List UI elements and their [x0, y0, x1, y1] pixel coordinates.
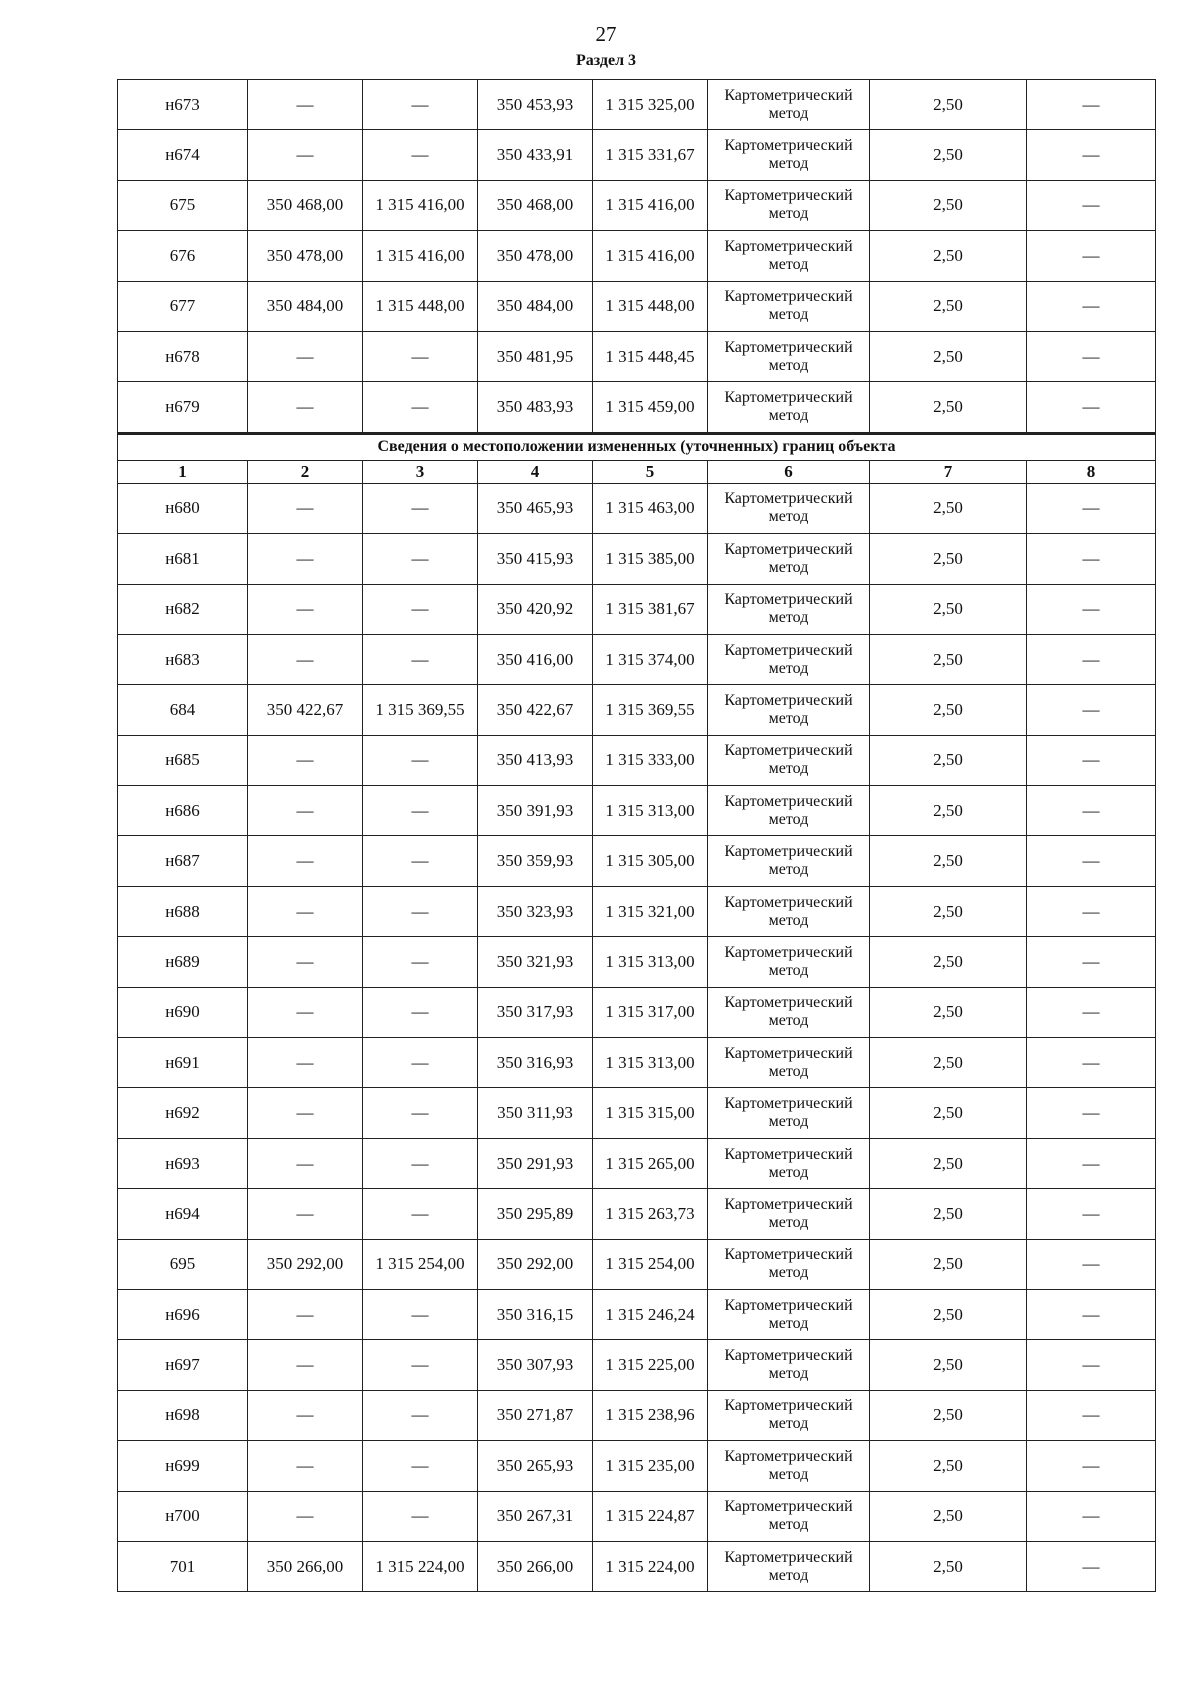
cell-point-number: н683: [118, 634, 248, 684]
cell-old-x: —: [248, 80, 363, 130]
cell-point-number: н685: [118, 735, 248, 785]
cell-point-number: 676: [118, 231, 248, 281]
cell-new-y: 1 315 416,00: [593, 180, 708, 230]
cell-old-x: 350 484,00: [248, 281, 363, 331]
cell-old-y: —: [363, 1289, 478, 1339]
cell-point-number: н698: [118, 1390, 248, 1440]
cell-old-x: —: [248, 130, 363, 180]
cell-accuracy: 2,50: [870, 1441, 1027, 1491]
cell-method: Картометрический метод: [708, 1239, 870, 1289]
cell-description: —: [1027, 483, 1156, 533]
table-body-before: [118, 80, 1156, 434]
cell-old-x: —: [248, 735, 363, 785]
cell-new-y: 1 315 381,67: [593, 584, 708, 634]
cell-accuracy: 2,50: [870, 1390, 1027, 1440]
cell-old-x: —: [248, 1038, 363, 1088]
cell-description: —: [1027, 886, 1156, 936]
cell-old-x: —: [248, 886, 363, 936]
cell-new-y: 1 315 463,00: [593, 483, 708, 533]
cell-new-y: 1 315 224,87: [593, 1491, 708, 1541]
cell-description: —: [1027, 735, 1156, 785]
cell-old-x: 350 266,00: [248, 1541, 363, 1591]
cell-method: Картометрический метод: [708, 231, 870, 281]
cell-method: Картометрический метод: [708, 1088, 870, 1138]
cell-new-y: 1 315 238,96: [593, 1390, 708, 1440]
cell-old-y: —: [363, 987, 478, 1037]
cell-old-y: —: [363, 1088, 478, 1138]
cell-method: Картометрический метод: [708, 80, 870, 130]
cell-method: Картометрический метод: [708, 1289, 870, 1339]
cell-description: —: [1027, 786, 1156, 836]
cell-new-y: 1 315 263,73: [593, 1189, 708, 1239]
table-row: [118, 231, 1156, 281]
cell-new-x: 350 359,93: [478, 836, 593, 886]
cell-description: —: [1027, 685, 1156, 735]
cell-old-y: —: [363, 584, 478, 634]
cell-accuracy: 2,50: [870, 483, 1027, 533]
cell-method: Картометрический метод: [708, 1189, 870, 1239]
cell-method: Картометрический метод: [708, 937, 870, 987]
cell-old-y: —: [363, 331, 478, 381]
cell-new-y: 1 315 321,00: [593, 886, 708, 936]
cell-description: —: [1027, 281, 1156, 331]
cell-new-y: 1 315 235,00: [593, 1441, 708, 1491]
cell-method: Картометрический метод: [708, 685, 870, 735]
cell-new-x: 350 478,00: [478, 231, 593, 281]
table-row: [118, 1189, 1156, 1239]
cell-new-x: 350 266,00: [478, 1541, 593, 1591]
cell-method: Картометрический метод: [708, 1441, 870, 1491]
cell-new-y: 1 315 325,00: [593, 80, 708, 130]
cell-method: Картометрический метод: [708, 483, 870, 533]
cell-new-y: 1 315 224,00: [593, 1541, 708, 1591]
cell-old-y: 1 315 448,00: [363, 281, 478, 331]
cell-point-number: н690: [118, 987, 248, 1037]
table-row: [118, 1541, 1156, 1591]
table-row: [118, 1138, 1156, 1188]
cell-new-y: 1 315 333,00: [593, 735, 708, 785]
cell-old-x: —: [248, 1491, 363, 1541]
cell-old-x: —: [248, 1138, 363, 1188]
cell-point-number: н700: [118, 1491, 248, 1541]
cell-point-number: н699: [118, 1441, 248, 1491]
cell-new-y: 1 315 313,00: [593, 786, 708, 836]
cell-point-number: н697: [118, 1340, 248, 1390]
cell-new-x: 350 468,00: [478, 180, 593, 230]
cell-new-y: 1 315 313,00: [593, 1038, 708, 1088]
cell-point-number: н681: [118, 534, 248, 584]
cell-old-x: —: [248, 1189, 363, 1239]
column-number-row: [118, 460, 1156, 483]
cell-old-y: —: [363, 1491, 478, 1541]
cell-new-y: 1 315 265,00: [593, 1138, 708, 1188]
cell-point-number: 684: [118, 685, 248, 735]
cell-method: Картометрический метод: [708, 786, 870, 836]
cell-old-x: 350 468,00: [248, 180, 363, 230]
cell-new-y: 1 315 448,45: [593, 331, 708, 381]
cell-old-y: 1 315 254,00: [363, 1239, 478, 1289]
column-number: 4: [478, 460, 593, 483]
cell-method: Картометрический метод: [708, 987, 870, 1037]
cell-new-y: 1 315 305,00: [593, 836, 708, 886]
table-row: [118, 1491, 1156, 1541]
cell-accuracy: 2,50: [870, 1289, 1027, 1339]
cell-new-x: 350 420,92: [478, 584, 593, 634]
cell-description: —: [1027, 1441, 1156, 1491]
cell-point-number: н686: [118, 786, 248, 836]
column-number: 2: [248, 460, 363, 483]
cell-old-y: —: [363, 1441, 478, 1491]
cell-new-x: 350 271,87: [478, 1390, 593, 1440]
cell-old-y: 1 315 369,55: [363, 685, 478, 735]
cell-accuracy: 2,50: [870, 1239, 1027, 1289]
cell-new-x: 350 484,00: [478, 281, 593, 331]
cell-method: Картометрический метод: [708, 382, 870, 433]
cell-accuracy: 2,50: [870, 634, 1027, 684]
cell-description: —: [1027, 1088, 1156, 1138]
cell-new-x: 350 413,93: [478, 735, 593, 785]
cell-new-x: 350 465,93: [478, 483, 593, 533]
cell-method: Картометрический метод: [708, 584, 870, 634]
cell-old-x: —: [248, 836, 363, 886]
cell-new-y: 1 315 313,00: [593, 937, 708, 987]
cell-old-y: —: [363, 1189, 478, 1239]
cell-method: Картометрический метод: [708, 886, 870, 936]
table-row: [118, 735, 1156, 785]
cell-description: —: [1027, 987, 1156, 1037]
cell-old-x: —: [248, 987, 363, 1037]
table-row: [118, 180, 1156, 230]
cell-new-x: 350 265,93: [478, 1441, 593, 1491]
cell-accuracy: 2,50: [870, 937, 1027, 987]
cell-accuracy: 2,50: [870, 987, 1027, 1037]
column-number: 8: [1027, 460, 1156, 483]
cell-new-x: 350 307,93: [478, 1340, 593, 1390]
column-number: 7: [870, 460, 1027, 483]
cell-method: Картометрический метод: [708, 331, 870, 381]
cell-new-y: 1 315 374,00: [593, 634, 708, 684]
cell-description: —: [1027, 1340, 1156, 1390]
cell-description: —: [1027, 130, 1156, 180]
table-row: [118, 382, 1156, 433]
table-row: [118, 786, 1156, 836]
cell-method: Картометрический метод: [708, 1541, 870, 1591]
cell-method: Картометрический метод: [708, 1138, 870, 1188]
cell-new-x: 350 267,31: [478, 1491, 593, 1541]
cell-point-number: 675: [118, 180, 248, 230]
table-section-header: [118, 433, 1156, 483]
cell-accuracy: 2,50: [870, 534, 1027, 584]
cell-description: —: [1027, 1289, 1156, 1339]
cell-old-x: —: [248, 786, 363, 836]
cell-description: —: [1027, 382, 1156, 433]
cell-method: Картометрический метод: [708, 534, 870, 584]
cell-old-y: 1 315 416,00: [363, 231, 478, 281]
cell-accuracy: 2,50: [870, 886, 1027, 936]
table-row: [118, 281, 1156, 331]
cell-new-y: 1 315 315,00: [593, 1088, 708, 1138]
cell-old-y: —: [363, 786, 478, 836]
cell-old-y: —: [363, 80, 478, 130]
cell-new-x: 350 481,95: [478, 331, 593, 381]
section-title: Раздел 3: [575, 52, 637, 69]
cell-new-y: 1 315 416,00: [593, 231, 708, 281]
cell-point-number: н674: [118, 130, 248, 180]
cell-accuracy: 2,50: [870, 382, 1027, 433]
cell-method: Картометрический метод: [708, 281, 870, 331]
table-row: [118, 534, 1156, 584]
cell-point-number: н694: [118, 1189, 248, 1239]
cell-description: —: [1027, 231, 1156, 281]
cell-old-y: —: [363, 735, 478, 785]
cell-old-x: —: [248, 1088, 363, 1138]
cell-new-y: 1 315 369,55: [593, 685, 708, 735]
cell-description: —: [1027, 1491, 1156, 1541]
table-row: [118, 1239, 1156, 1289]
cell-old-y: —: [363, 130, 478, 180]
cell-description: —: [1027, 180, 1156, 230]
cell-new-x: 350 316,15: [478, 1289, 593, 1339]
cell-old-x: —: [248, 382, 363, 433]
cell-new-x: 350 323,93: [478, 886, 593, 936]
table-row: [118, 483, 1156, 533]
cell-new-x: 350 416,00: [478, 634, 593, 684]
table-row: [118, 937, 1156, 987]
cell-accuracy: 2,50: [870, 1088, 1027, 1138]
cell-method: Картометрический метод: [708, 1340, 870, 1390]
cell-new-x: 350 453,93: [478, 80, 593, 130]
cell-old-y: —: [363, 1138, 478, 1188]
cell-accuracy: 2,50: [870, 1491, 1027, 1541]
cell-new-x: 350 316,93: [478, 1038, 593, 1088]
table-row: [118, 886, 1156, 936]
cell-old-x: —: [248, 1340, 363, 1390]
cell-old-x: —: [248, 534, 363, 584]
cell-old-y: —: [363, 1340, 478, 1390]
cell-new-y: 1 315 254,00: [593, 1239, 708, 1289]
cell-new-x: 350 295,89: [478, 1189, 593, 1239]
cell-method: Картометрический метод: [708, 1038, 870, 1088]
table-row: [118, 1441, 1156, 1491]
cell-old-y: —: [363, 382, 478, 433]
cell-new-y: 1 315 317,00: [593, 987, 708, 1037]
cell-old-y: —: [363, 534, 478, 584]
table-row: [118, 1088, 1156, 1138]
cell-accuracy: 2,50: [870, 80, 1027, 130]
cell-method: Картометрический метод: [708, 735, 870, 785]
cell-point-number: н687: [118, 836, 248, 886]
cell-description: —: [1027, 1239, 1156, 1289]
table-row: [118, 987, 1156, 1037]
cell-method: Картометрический метод: [708, 180, 870, 230]
table-row: [118, 1038, 1156, 1088]
cell-method: Картометрический метод: [708, 130, 870, 180]
cell-old-x: —: [248, 1289, 363, 1339]
column-number: 1: [118, 460, 248, 483]
cell-method: Картометрический метод: [708, 1491, 870, 1541]
table-row: [118, 584, 1156, 634]
cell-description: —: [1027, 80, 1156, 130]
cell-new-x: 350 321,93: [478, 937, 593, 987]
table-row: [118, 130, 1156, 180]
cell-new-y: 1 315 225,00: [593, 1340, 708, 1390]
cell-accuracy: 2,50: [870, 231, 1027, 281]
cell-point-number: н680: [118, 483, 248, 533]
cell-new-x: 350 483,93: [478, 382, 593, 433]
cell-old-x: —: [248, 1441, 363, 1491]
cell-accuracy: 2,50: [870, 786, 1027, 836]
table-row: [118, 634, 1156, 684]
cell-old-y: —: [363, 886, 478, 936]
cell-old-x: —: [248, 634, 363, 684]
cell-old-y: —: [363, 483, 478, 533]
cell-point-number: 695: [118, 1239, 248, 1289]
cell-description: —: [1027, 1189, 1156, 1239]
cell-description: —: [1027, 937, 1156, 987]
cell-old-x: 350 478,00: [248, 231, 363, 281]
cell-accuracy: 2,50: [870, 1340, 1027, 1390]
cell-old-y: —: [363, 836, 478, 886]
cell-old-x: 350 292,00: [248, 1239, 363, 1289]
cell-accuracy: 2,50: [870, 1138, 1027, 1188]
cell-old-y: 1 315 416,00: [363, 180, 478, 230]
cell-point-number: н696: [118, 1289, 248, 1339]
cell-new-y: 1 315 459,00: [593, 382, 708, 433]
cell-point-number: н682: [118, 584, 248, 634]
column-number: 6: [708, 460, 870, 483]
table-row: [118, 1390, 1156, 1440]
cell-accuracy: 2,50: [870, 685, 1027, 735]
cell-new-y: 1 315 246,24: [593, 1289, 708, 1339]
cell-accuracy: 2,50: [870, 180, 1027, 230]
cell-old-x: —: [248, 331, 363, 381]
cell-method: Картометрический метод: [708, 634, 870, 684]
cell-new-x: 350 317,93: [478, 987, 593, 1037]
cell-accuracy: 2,50: [870, 735, 1027, 785]
cell-accuracy: 2,50: [870, 281, 1027, 331]
cell-description: —: [1027, 1541, 1156, 1591]
cell-point-number: н693: [118, 1138, 248, 1188]
cell-point-number: н678: [118, 331, 248, 381]
table-row: [118, 836, 1156, 886]
cell-point-number: н679: [118, 382, 248, 433]
cell-old-x: —: [248, 1390, 363, 1440]
cell-old-y: —: [363, 634, 478, 684]
cell-old-y: —: [363, 937, 478, 987]
page-number: 27: [595, 22, 617, 46]
cell-new-x: 350 433,91: [478, 130, 593, 180]
cell-description: —: [1027, 1038, 1156, 1088]
cell-old-x: —: [248, 483, 363, 533]
cell-point-number: н692: [118, 1088, 248, 1138]
cell-accuracy: 2,50: [870, 331, 1027, 381]
cell-description: —: [1027, 836, 1156, 886]
cell-old-y: 1 315 224,00: [363, 1541, 478, 1591]
cell-accuracy: 2,50: [870, 1189, 1027, 1239]
cell-description: —: [1027, 1390, 1156, 1440]
cell-point-number: н691: [118, 1038, 248, 1088]
table-row: [118, 685, 1156, 735]
cell-method: Картометрический метод: [708, 836, 870, 886]
table-row: [118, 80, 1156, 130]
cell-point-number: 701: [118, 1541, 248, 1591]
cell-description: —: [1027, 634, 1156, 684]
cell-new-x: 350 291,93: [478, 1138, 593, 1188]
cell-old-x: —: [248, 584, 363, 634]
cell-old-y: —: [363, 1390, 478, 1440]
cell-description: —: [1027, 534, 1156, 584]
cell-new-x: 350 422,67: [478, 685, 593, 735]
table-row: [118, 1340, 1156, 1390]
cell-old-x: 350 422,67: [248, 685, 363, 735]
cell-method: Картометрический метод: [708, 1390, 870, 1440]
cell-accuracy: 2,50: [870, 836, 1027, 886]
cell-new-x: 350 391,93: [478, 786, 593, 836]
cell-point-number: н689: [118, 937, 248, 987]
cell-point-number: н673: [118, 80, 248, 130]
column-number: 5: [593, 460, 708, 483]
section-heading: Сведения о местоположении измененных (уточненных) границ объекта: [118, 433, 1156, 460]
table-body-after: [118, 483, 1156, 1592]
cell-new-y: 1 315 385,00: [593, 534, 708, 584]
cell-description: —: [1027, 331, 1156, 381]
cell-description: —: [1027, 584, 1156, 634]
section-heading-row: [118, 433, 1156, 460]
cell-accuracy: 2,50: [870, 130, 1027, 180]
cell-accuracy: 2,50: [870, 1541, 1027, 1591]
coordinates-table: [117, 79, 1156, 1592]
cell-new-y: 1 315 448,00: [593, 281, 708, 331]
cell-point-number: 677: [118, 281, 248, 331]
cell-new-x: 350 415,93: [478, 534, 593, 584]
table-row: [118, 331, 1156, 381]
cell-old-x: —: [248, 937, 363, 987]
column-number: 3: [363, 460, 478, 483]
cell-new-y: 1 315 331,67: [593, 130, 708, 180]
table-row: [118, 1289, 1156, 1339]
cell-new-x: 350 311,93: [478, 1088, 593, 1138]
cell-old-y: —: [363, 1038, 478, 1088]
cell-new-x: 350 292,00: [478, 1239, 593, 1289]
cell-point-number: н688: [118, 886, 248, 936]
cell-description: —: [1027, 1138, 1156, 1188]
cell-accuracy: 2,50: [870, 1038, 1027, 1088]
cell-accuracy: 2,50: [870, 584, 1027, 634]
